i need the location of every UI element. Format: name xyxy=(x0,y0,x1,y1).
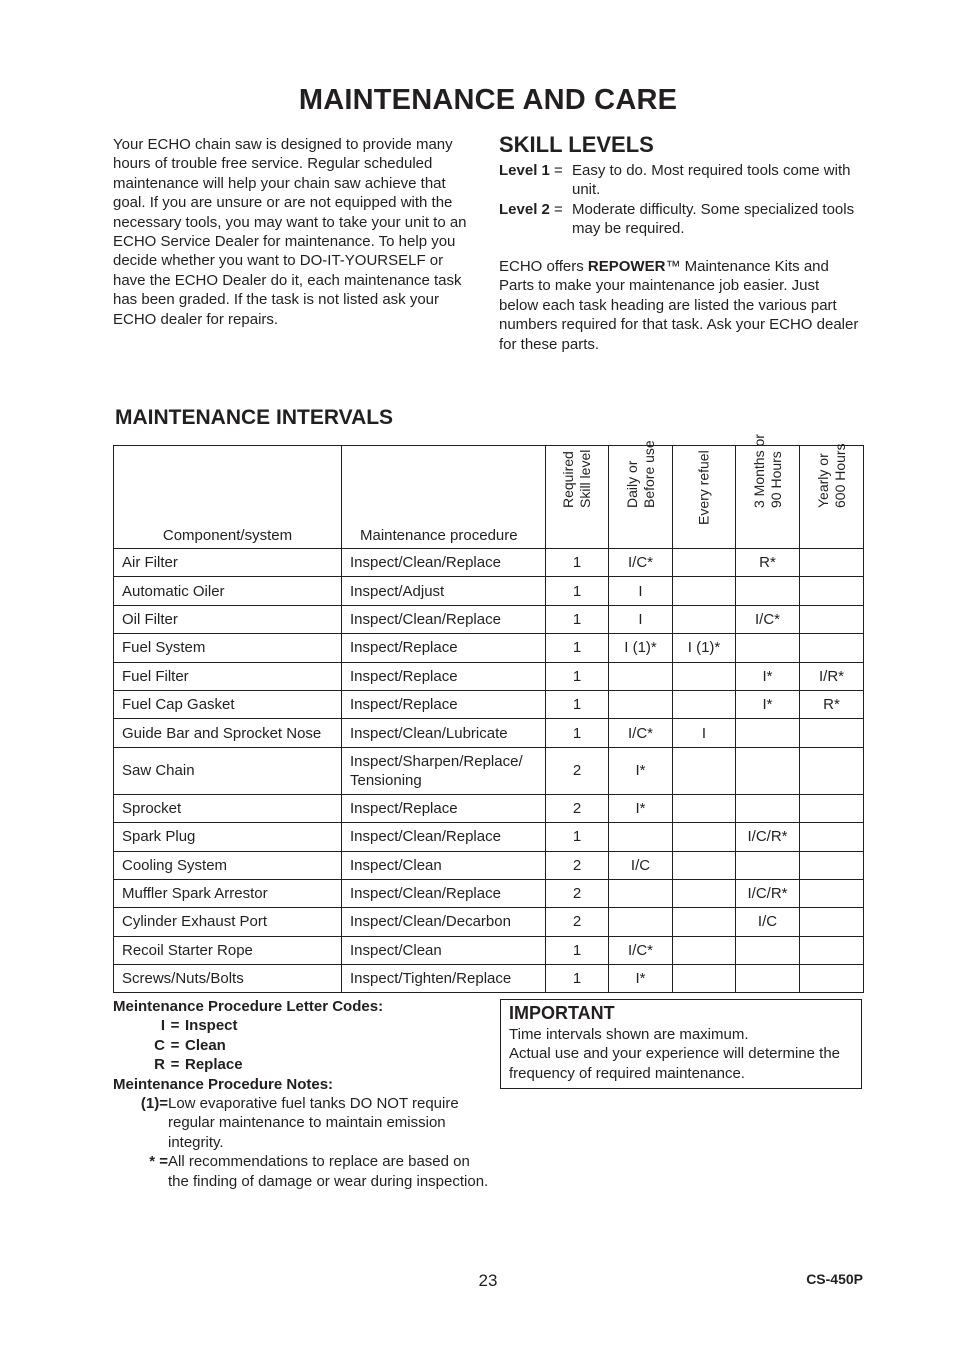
cell-yearly xyxy=(800,634,864,662)
cell-months3 xyxy=(736,747,800,794)
note-key: * = xyxy=(149,1153,168,1171)
skill-level-2 xyxy=(499,200,859,239)
page-number: 23 xyxy=(478,1271,498,1290)
repower-prefix: ECHO offers xyxy=(499,258,588,275)
table-row xyxy=(114,662,864,690)
cell-daily xyxy=(609,690,673,718)
header-3-months xyxy=(736,434,800,549)
table-row xyxy=(114,747,864,794)
page-title: MAINTENANCE AND CARE xyxy=(298,84,678,116)
cell-refuel xyxy=(673,908,736,936)
cell-skill: 2 xyxy=(546,794,609,822)
header-skill-level xyxy=(546,446,609,549)
cell-procedure: Inspect/Clean/Decarbon xyxy=(342,908,546,936)
header-yearly-line: Yearly or xyxy=(814,453,831,508)
cell-refuel xyxy=(673,936,736,964)
cell-daily: I/C xyxy=(609,851,673,879)
cell-yearly xyxy=(800,549,864,577)
cell-component: Oil Filter xyxy=(114,605,342,633)
maintenance-intervals-heading: MAINTENANCE INTERVALS xyxy=(115,406,394,429)
cell-months3 xyxy=(736,577,800,605)
cell-daily: I* xyxy=(609,747,673,794)
note-text: All recommendations to replace are based on the finding of damage or wear during inspection. xyxy=(168,1153,489,1190)
cell-skill: 1 xyxy=(546,662,609,690)
cell-refuel xyxy=(673,577,736,605)
cell-refuel xyxy=(673,823,736,851)
cell-skill: 1 xyxy=(546,634,609,662)
cell-yearly xyxy=(800,851,864,879)
header-skill-line: Required xyxy=(560,451,576,508)
cell-procedure: Inspect/Clean xyxy=(342,936,546,964)
table-row xyxy=(114,965,864,993)
cell-component: Cylinder Exhaust Port xyxy=(114,908,342,936)
table-row xyxy=(114,879,864,907)
cell-months3: I/C xyxy=(736,908,800,936)
cell-daily: I (1)* xyxy=(609,634,673,662)
cell-procedure: Inspect/Adjust xyxy=(342,577,546,605)
important-line: Time intervals shown are maximum. xyxy=(509,1026,749,1043)
model-number: CS-450P xyxy=(806,1271,863,1287)
header-3-months-line: 90 Hours xyxy=(767,451,784,508)
cell-component: Air Filter xyxy=(114,549,342,577)
cell-daily: I/C* xyxy=(609,719,673,747)
cell-skill: 2 xyxy=(546,879,609,907)
cell-procedure: Inspect/Replace xyxy=(342,794,546,822)
cell-component: Fuel Cap Gasket xyxy=(114,690,342,718)
cell-procedure: Inspect/Replace xyxy=(342,634,546,662)
cell-component: Fuel Filter xyxy=(114,662,342,690)
cell-component: Guide Bar and Sprocket Nose xyxy=(114,719,342,747)
note-text: Low evaporative fuel tanks DO NOT require regular maintenance to maintain emission integrity. xyxy=(168,1095,459,1151)
code-inspect xyxy=(113,1016,493,1035)
header-yearly xyxy=(800,443,864,549)
procedure-notes-heading: Meintenance Procedure Notes: xyxy=(113,1075,334,1093)
cell-skill: 2 xyxy=(546,908,609,936)
cell-refuel xyxy=(673,549,736,577)
cell-daily xyxy=(609,879,673,907)
cell-months3: I/C* xyxy=(736,605,800,633)
important-heading: IMPORTANT xyxy=(509,1003,615,1023)
cell-daily xyxy=(609,908,673,936)
cell-skill: 2 xyxy=(546,851,609,879)
header-skill-line: Skill level xyxy=(577,449,593,508)
cell-skill: 2 xyxy=(546,747,609,794)
cell-component: Spark Plug xyxy=(114,823,342,851)
header-daily-line: Before use xyxy=(640,440,657,508)
note-key: (1)= xyxy=(140,1095,168,1113)
cell-months3: I/C/R* xyxy=(736,823,800,851)
table-row xyxy=(114,936,864,964)
cell-component: Cooling System xyxy=(114,851,342,879)
code-letter: R xyxy=(154,1056,165,1074)
cell-procedure: Inspect/Tighten/Replace xyxy=(342,965,546,993)
table-body xyxy=(114,549,864,993)
procedure-codes-legend xyxy=(113,997,493,1191)
letter-codes-heading: Meintenance Procedure Letter Codes: xyxy=(113,998,384,1015)
cell-procedure: Inspect/Clean/Replace xyxy=(342,823,546,851)
code-clean xyxy=(113,1036,493,1055)
cell-daily: I/C* xyxy=(609,936,673,964)
cell-component: Screws/Nuts/Bolts xyxy=(114,965,342,993)
header-yearly-line: 600 Hours xyxy=(831,443,848,508)
skill-level-text: Moderate difficulty. Some specialized tools may be required. xyxy=(572,200,855,238)
note-1 xyxy=(113,1094,493,1152)
cell-skill: 1 xyxy=(546,605,609,633)
cell-refuel xyxy=(673,965,736,993)
cell-refuel xyxy=(673,662,736,690)
cell-yearly: I/R* xyxy=(800,662,864,690)
cell-procedure: Inspect/Clean xyxy=(342,851,546,879)
cell-daily: I/C* xyxy=(609,549,673,577)
cell-months3: I* xyxy=(736,662,800,690)
intro-paragraph: Your ECHO chain saw is designed to provide many hours of trouble free service. Regular scheduled maintenance will help your chain saw achieve that goal. If you are unsure or are not equipped with the necessary tools, you may want to take your unit to an ECHO Service Dealer for maintenance. To help you decide whether you want to DO-IT-YOURSELF or have the ECHO Dealer do it, each maintenance task has been graded. If the task is not listed ask your ECHO dealer for repairs. xyxy=(113,136,467,328)
cell-months3: I* xyxy=(736,690,800,718)
table-header-row xyxy=(114,446,864,549)
cell-component: Muffler Spark Arrestor xyxy=(114,879,342,907)
header-procedure: Maintenance procedure xyxy=(342,446,546,549)
header-daily xyxy=(609,440,673,549)
cell-yearly xyxy=(800,879,864,907)
important-line: Actual use and your experience will determine the frequency of required maintenance. xyxy=(509,1045,841,1082)
code-meaning: Inspect xyxy=(185,1017,238,1035)
code-meaning: Clean xyxy=(185,1036,226,1054)
cell-refuel: I (1)* xyxy=(673,634,736,662)
code-replace xyxy=(113,1055,493,1074)
table-row xyxy=(114,794,864,822)
cell-skill: 1 xyxy=(546,936,609,964)
cell-months3: R* xyxy=(736,549,800,577)
cell-procedure: Inspect/Clean/Replace xyxy=(342,549,546,577)
cell-yearly xyxy=(800,719,864,747)
cell-daily xyxy=(609,662,673,690)
cell-months3 xyxy=(736,719,800,747)
cell-daily: I xyxy=(609,605,673,633)
cell-months3 xyxy=(736,794,800,822)
cell-skill: 1 xyxy=(546,719,609,747)
skill-level-eq: = xyxy=(549,162,563,179)
cell-component: Saw Chain xyxy=(114,747,342,794)
header-component: Component/system xyxy=(114,446,342,549)
table-row xyxy=(114,605,864,633)
table-row xyxy=(114,823,864,851)
cell-refuel xyxy=(673,605,736,633)
cell-months3: I/C/R* xyxy=(736,879,800,907)
cell-component: Fuel System xyxy=(114,634,342,662)
note-asterisk xyxy=(113,1152,493,1191)
cell-skill: 1 xyxy=(546,549,609,577)
cell-refuel xyxy=(673,879,736,907)
table-row xyxy=(114,908,864,936)
cell-yearly xyxy=(800,908,864,936)
code-eq: = xyxy=(170,1017,180,1035)
repower-brand: REPOWER xyxy=(587,258,666,275)
header-every-refuel xyxy=(673,446,736,549)
table-row xyxy=(114,549,864,577)
cell-months3 xyxy=(736,936,800,964)
cell-skill: 1 xyxy=(546,965,609,993)
cell-refuel xyxy=(673,690,736,718)
header-3-months-line: 3 Months or xyxy=(750,434,767,508)
table-row xyxy=(114,634,864,662)
header-refuel-line: Every refuel xyxy=(695,450,712,525)
cell-months3 xyxy=(736,634,800,662)
cell-refuel xyxy=(673,794,736,822)
table-row xyxy=(114,577,864,605)
repower-paragraph xyxy=(499,257,861,354)
cell-skill: 1 xyxy=(546,577,609,605)
skill-level-key: Level 1 xyxy=(499,162,550,179)
cell-procedure: Inspect/Clean/Lubricate xyxy=(342,719,546,747)
cell-component: Recoil Starter Rope xyxy=(114,936,342,964)
code-letter: C xyxy=(154,1036,165,1054)
repower-suffix: ™ Maintenance Kits and Parts to make your maintenance job easier. Just below each task heading are listed the various part numbers required for that task. Ask your ECHO dealer for these parts. xyxy=(499,258,859,353)
cell-component: Automatic Oiler xyxy=(114,577,342,605)
header-daily-line: Daily or xyxy=(623,460,640,508)
cell-daily xyxy=(609,823,673,851)
cell-procedure: Inspect/Clean/Replace xyxy=(342,879,546,907)
cell-daily: I xyxy=(609,577,673,605)
cell-procedure: Inspect/Clean/Replace xyxy=(342,605,546,633)
maintenance-intervals-table xyxy=(113,434,864,993)
cell-skill: 1 xyxy=(546,823,609,851)
cell-yearly xyxy=(800,794,864,822)
table-row xyxy=(114,690,864,718)
cell-months3 xyxy=(736,851,800,879)
code-meaning: Replace xyxy=(185,1056,243,1074)
cell-yearly xyxy=(800,965,864,993)
cell-procedure: Inspect/Replace xyxy=(342,690,546,718)
skill-levels-list xyxy=(499,161,859,239)
important-box xyxy=(500,999,862,1089)
skill-level-text: Easy to do. Most required tools come with unit. xyxy=(572,162,851,199)
skill-level-eq: = xyxy=(549,200,563,218)
code-letter: I xyxy=(160,1017,165,1035)
skill-level-1 xyxy=(499,161,859,200)
table-row xyxy=(114,719,864,747)
cell-refuel xyxy=(673,851,736,879)
skill-levels-heading: SKILL LEVELS xyxy=(499,132,654,157)
cell-yearly xyxy=(800,747,864,794)
cell-yearly: R* xyxy=(800,690,864,718)
cell-refuel xyxy=(673,747,736,794)
cell-component: Sprocket xyxy=(114,794,342,822)
cell-yearly xyxy=(800,823,864,851)
cell-yearly xyxy=(800,936,864,964)
cell-yearly xyxy=(800,577,864,605)
code-eq: = xyxy=(170,1036,180,1054)
cell-procedure: Inspect/Sharpen/Replace/ Tensioning xyxy=(342,747,546,794)
table-row xyxy=(114,851,864,879)
cell-skill: 1 xyxy=(546,690,609,718)
code-eq: = xyxy=(170,1056,180,1074)
skill-level-key: Level 2 xyxy=(499,200,550,218)
cell-months3 xyxy=(736,965,800,993)
cell-yearly xyxy=(800,605,864,633)
cell-daily: I* xyxy=(609,794,673,822)
cell-daily: I* xyxy=(609,965,673,993)
cell-procedure: Inspect/Replace xyxy=(342,662,546,690)
cell-refuel: I xyxy=(673,719,736,747)
